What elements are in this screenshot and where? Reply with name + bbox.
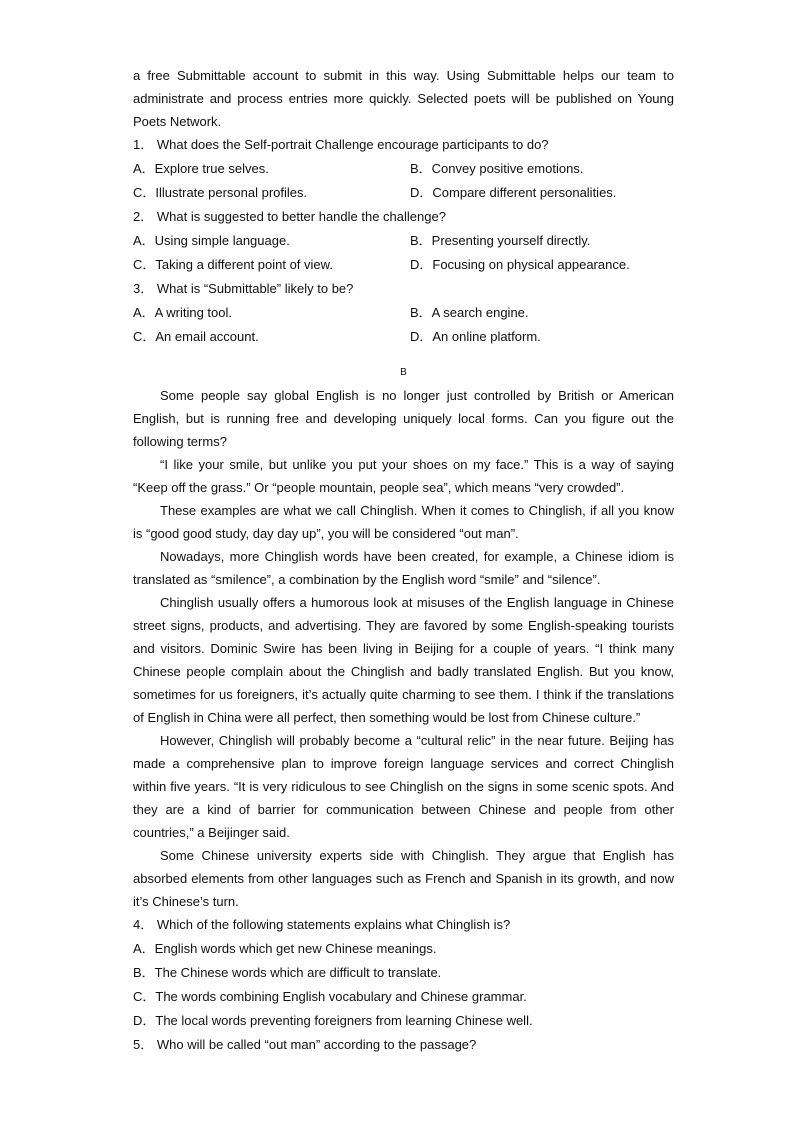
question-3 <box>133 277 674 301</box>
option-d: D．The local words preventing foreigners from learning Chinese well. <box>133 1013 533 1028</box>
question-number: 5． <box>133 1037 154 1052</box>
question-1 <box>133 133 674 157</box>
question-text: Which of the following statements explains what Chinglish is? <box>156 917 511 932</box>
question-text: What does the Self-portrait Challenge encourage participants to do? <box>156 137 549 152</box>
question-text: Who will be called “out man” according to the passage? <box>156 1037 477 1052</box>
options-row <box>133 181 674 205</box>
question-4 <box>133 913 674 937</box>
passage-paragraph: These examples are what we call Chinglish. When it comes to Chinglish, if all you know is “good good study, day day up”, you will be considered “out man”. <box>133 503 674 541</box>
option-b: B．A search engine. <box>410 305 529 320</box>
options-row <box>133 253 674 277</box>
options-row <box>133 325 674 349</box>
passage-paragraph: “I like your smile, but unlike you put your shoes on my face.” This is a way of saying “Keep off the grass.” Or “people mountain, people sea”, which means “very crowded”. <box>133 457 674 495</box>
option-d: D．Compare different personalities. <box>410 185 617 200</box>
question-text: What is “Submittable” likely to be? <box>156 281 354 296</box>
passage-paragraph: Nowadays, more Chinglish words have been created, for example, a Chinese idiom is translated as “smilence”, a combination by the English word “smile” and “silence”. <box>133 549 674 587</box>
options-row <box>133 229 674 253</box>
option-a: A．Using simple language. <box>133 233 290 248</box>
option-d: D．An online platform. <box>410 329 541 344</box>
option-c: C．An email account. <box>133 329 259 344</box>
question-number: 1． <box>133 137 154 152</box>
option-b: B．Presenting yourself directly. <box>410 233 591 248</box>
option-d: D．Focusing on physical appearance. <box>410 257 630 272</box>
question-number: 3． <box>133 281 154 296</box>
option-a: A．A writing tool. <box>133 305 232 320</box>
options-row <box>133 157 674 181</box>
option-c: C．The words combining English vocabulary and Chinese grammar. <box>133 989 527 1004</box>
question-text: What is suggested to better handle the challenge? <box>156 209 446 224</box>
option-b: B．Convey positive emotions. <box>410 161 584 176</box>
option-a: A．Explore true selves. <box>133 161 269 176</box>
passage-paragraph: Some people say global English is no longer just controlled by British or American English, but is running free and developing uniquely local forms. Can you figure out the following terms? <box>133 388 674 449</box>
document-page <box>133 64 674 1057</box>
section-heading-b: B <box>400 367 407 378</box>
question-5 <box>133 1033 674 1057</box>
options-row <box>133 301 674 325</box>
question-2 <box>133 205 674 229</box>
question-number: 4． <box>133 917 154 932</box>
passage-paragraph: Chinglish usually offers a humorous look at misuses of the English language in Chinese street signs, products, and advertising. They are favored by some English-speaking tourists and visitors. Dominic Swire has been living in Beijing for a couple of years. “I think many Chinese people complain about the Chinglish and badly translated English. But you know, sometimes for us foreigners, it’s actually quite charming to see them. I think if the translations of English in China were all perfect, then something would be lost from Chinese culture.” <box>133 595 674 725</box>
option-c: C．Taking a different point of view. <box>133 257 333 272</box>
option-b: B．The Chinese words which are difficult to translate. <box>133 965 442 980</box>
question-number: 2． <box>133 209 154 224</box>
passage-paragraph: However, Chinglish will probably become a “cultural relic” in the near future. Beijing has made a comprehensive plan to improve foreign language services and correct Chinglish within five years. “It is very ridiculous to see Chinglish on the signs in some scenic spots. And they are a kind of barrier for communication between Chinese and people from other countries,” a Beijinger said. <box>133 733 674 840</box>
intro-paragraph: a free Submittable account to submit in this way. Using Submittable helps our team to administrate and process entries more quickly. Selected poets will be published on Young Poets Network. <box>133 68 674 129</box>
option-a: A．English words which get new Chinese meanings. <box>133 941 437 956</box>
option-c: C．Illustrate personal profiles. <box>133 185 308 200</box>
passage-paragraph: Some Chinese university experts side with Chinglish. They argue that English has absorbed elements from other languages such as French and Spanish in its growth, and now it’s Chinese’s turn. <box>133 848 674 909</box>
